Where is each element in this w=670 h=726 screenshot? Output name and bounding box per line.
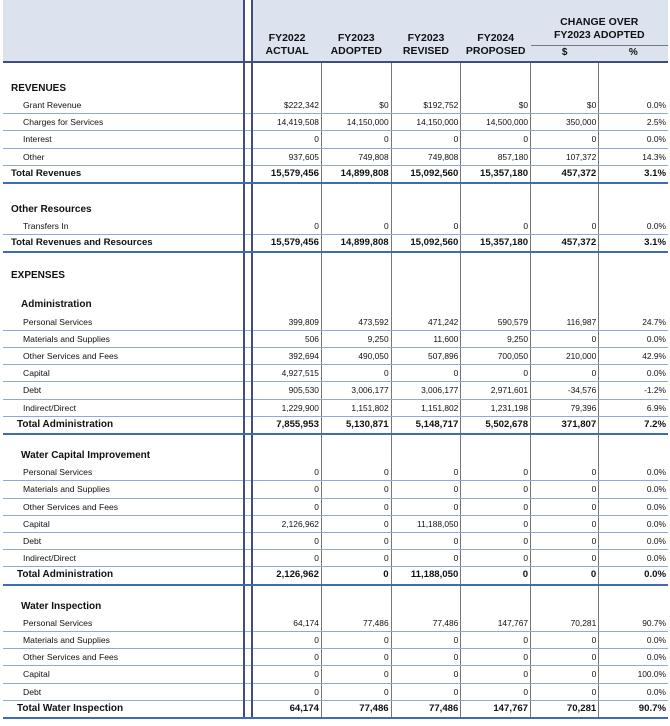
value-cell: 3,006,177 [391,382,461,399]
value-cell: 0 [531,498,599,515]
col-header-fy2022-actual: FY2022 ACTUAL [252,0,322,62]
percent-cell: 0.0% [599,218,668,235]
row-label: Capital [3,515,244,532]
section-header [3,297,668,313]
value-cell: 857,180 [461,148,531,165]
col-header-fy2023-adopted: FY2023 ADOPTED [321,0,391,62]
percent-cell: 0.0% [599,464,668,481]
value-cell: 0 [321,365,391,382]
col-header-percent: % [599,45,668,62]
section-header [3,448,668,464]
table-row [3,365,668,382]
value-cell: 70,281 [531,700,599,718]
row-label: Other Services and Fees [3,649,244,666]
total-row [3,700,668,718]
value-cell: 0 [321,218,391,235]
value-cell: 0 [391,533,461,550]
value-cell: 2,126,962 [252,515,322,532]
percent-cell: 42.9% [599,348,668,365]
table-row [3,515,668,532]
row-label: Capital [3,666,244,683]
percent-cell: 0.0% [599,550,668,567]
row-label: Total Revenues and Resources [3,235,244,253]
row-label: Total Revenues [3,165,244,183]
value-cell: 0 [391,550,461,567]
section-title: Water Inspection [21,600,102,612]
value-cell: 0 [391,683,461,700]
percent-cell: 3.1% [599,165,668,183]
row-label: Interest [3,131,244,148]
value-cell: 0 [321,567,391,585]
value-cell: 0 [461,683,531,700]
percent-cell: 0.0% [599,649,668,666]
percent-cell: 90.7% [599,615,668,632]
row-label: Debt [3,533,244,550]
value-cell: 0 [321,666,391,683]
value-cell: 0 [252,632,322,649]
row-label: Materials and Supplies [3,330,244,347]
value-cell: 1,151,802 [391,399,461,416]
percent-cell: 0.0% [599,498,668,515]
row-label: Personal Services [3,314,244,331]
value-cell: 0 [391,666,461,683]
row-label: Total Water Inspection [3,700,244,718]
value-cell: 0 [252,649,322,666]
value-cell: 0 [252,683,322,700]
value-cell: 0 [252,550,322,567]
value-cell: $0 [531,97,599,114]
row-label: Personal Services [3,464,244,481]
value-cell: 749,808 [391,148,461,165]
value-cell: 14,899,808 [321,165,391,183]
value-cell: 15,092,560 [391,235,461,253]
value-cell: 0 [461,498,531,515]
value-cell: 371,807 [531,416,599,434]
value-cell: 79,396 [531,399,599,416]
col-header-dollar: $ [531,45,599,62]
value-cell: 590,579 [461,314,531,331]
value-cell: 937,605 [252,148,322,165]
value-cell: 15,357,180 [461,235,531,253]
percent-cell: 0.0% [599,533,668,550]
table-row [3,314,668,331]
value-cell: 147,767 [461,700,531,718]
table-row [3,114,668,131]
value-cell: 473,592 [321,314,391,331]
value-cell: 0 [461,131,531,148]
value-cell: 5,148,717 [391,416,461,434]
percent-cell: 0.0% [599,330,668,347]
value-cell: 14,899,808 [321,235,391,253]
value-cell: 14,150,000 [391,114,461,131]
percent-cell: 14.3% [599,148,668,165]
row-label: Other Services and Fees [3,348,244,365]
row-label: Capital [3,365,244,382]
total-row [3,235,668,253]
value-cell: 0 [391,649,461,666]
value-cell: 0 [531,365,599,382]
value-cell: 0 [321,515,391,532]
table-row [3,649,668,666]
value-cell: 70,281 [531,615,599,632]
value-cell: 0 [461,515,531,532]
section-title: Administration [21,299,92,311]
value-cell: 9,250 [461,330,531,347]
value-cell: 0 [252,131,322,148]
percent-cell: 0.0% [599,632,668,649]
value-cell: 0 [391,365,461,382]
value-cell: 14,419,508 [252,114,322,131]
value-cell: 11,188,050 [391,567,461,585]
row-label: Charges for Services [3,114,244,131]
percent-cell: 24.7% [599,314,668,331]
value-cell: 0 [531,330,599,347]
value-cell: 0 [321,649,391,666]
value-cell: 0 [461,567,531,585]
value-cell: 350,000 [531,114,599,131]
value-cell: 0 [531,666,599,683]
table-row [3,533,668,550]
value-cell: $222,342 [252,97,322,114]
value-cell: 11,188,050 [391,515,461,532]
value-cell: 1,151,802 [321,399,391,416]
percent-cell: 2.5% [599,114,668,131]
value-cell: 147,767 [461,615,531,632]
value-cell: $0 [321,97,391,114]
value-cell: 399,809 [252,314,322,331]
value-cell: 457,372 [531,165,599,183]
value-cell: 0 [461,464,531,481]
value-cell: 0 [391,464,461,481]
value-cell: 4,927,515 [252,365,322,382]
value-cell: 0 [531,131,599,148]
value-cell: 0 [531,567,599,585]
value-cell: 0 [461,550,531,567]
total-row [3,416,668,434]
row-label: Grant Revenue [3,97,244,114]
value-cell: 3,006,177 [321,382,391,399]
row-label: Transfers In [3,218,244,235]
col-header-change: CHANGE OVER FY2023 ADOPTED [531,0,668,45]
value-cell: 9,250 [321,330,391,347]
percent-cell: 0.0% [599,481,668,498]
table-row [3,131,668,148]
value-cell: 0 [461,649,531,666]
spacer-row [3,284,668,297]
value-cell: 0 [391,481,461,498]
percent-cell: -1.2% [599,382,668,399]
table-row [3,632,668,649]
total-row [3,567,668,585]
value-cell: 0 [531,515,599,532]
percent-cell: 0.0% [599,365,668,382]
value-cell: 749,808 [321,148,391,165]
value-cell: 5,130,871 [321,416,391,434]
header-label-cell [3,0,244,62]
value-cell: 0 [321,131,391,148]
percent-cell: 0.0% [599,515,668,532]
section-header [3,79,668,97]
section-title: REVENUES [11,82,67,94]
value-cell: 700,050 [461,348,531,365]
value-cell: 15,357,180 [461,165,531,183]
section-title: EXPENSES [11,270,65,282]
value-cell: 0 [391,131,461,148]
value-cell: 64,174 [252,700,322,718]
table-row [3,399,668,416]
table-row [3,666,668,683]
value-cell: 0 [252,218,322,235]
value-cell: 0 [391,632,461,649]
percent-cell: 3.1% [599,235,668,253]
value-cell: 0 [461,218,531,235]
percent-cell: 0.0% [599,97,668,114]
value-cell: 0 [321,683,391,700]
value-cell: 0 [461,533,531,550]
value-cell: -34,576 [531,382,599,399]
value-cell: 0 [321,632,391,649]
row-label: Materials and Supplies [3,481,244,498]
value-cell: 7,855,953 [252,416,322,434]
value-cell: 116,987 [531,314,599,331]
value-cell: 0 [391,218,461,235]
value-cell: 392,694 [252,348,322,365]
table-row [3,348,668,365]
value-cell: 490,050 [321,348,391,365]
row-label: Indirect/Direct [3,399,244,416]
value-cell: 0 [461,365,531,382]
value-cell: 0 [531,464,599,481]
value-cell: 77,486 [321,700,391,718]
row-label: Debt [3,382,244,399]
value-cell: 1,231,198 [461,399,531,416]
value-cell: 11,600 [391,330,461,347]
value-cell: 0 [461,632,531,649]
header-row [3,0,668,45]
value-cell: 64,174 [252,615,322,632]
value-cell: 210,000 [531,348,599,365]
section-title: Other Resources [11,203,92,215]
percent-cell: 0.0% [599,683,668,700]
table-row [3,148,668,165]
table-row [3,464,668,481]
value-cell: $192,752 [391,97,461,114]
value-cell: 107,372 [531,148,599,165]
value-cell: 0 [531,632,599,649]
section-header [3,599,668,615]
value-cell: 77,486 [391,700,461,718]
value-cell: 507,896 [391,348,461,365]
table-row [3,481,668,498]
value-cell: 15,092,560 [391,165,461,183]
value-cell: 506 [252,330,322,347]
value-cell: 15,579,456 [252,165,322,183]
value-cell: 2,126,962 [252,567,322,585]
value-cell: 0 [461,481,531,498]
table-row [3,218,668,235]
table-row [3,615,668,632]
section-title: Water Capital Improvement [21,450,151,462]
value-cell: $0 [461,97,531,114]
value-cell: 77,486 [391,615,461,632]
row-label: Personal Services [3,615,244,632]
value-cell: 0 [531,533,599,550]
total-row [3,165,668,183]
percent-cell: 90.7% [599,700,668,718]
row-label: Total Administration [3,416,244,434]
value-cell: 0 [531,649,599,666]
section-header [3,200,668,218]
col-header-fy2023-revised: FY2023 REVISED [391,0,461,62]
row-label: Total Administration [3,567,244,585]
value-cell: 0 [321,498,391,515]
value-cell: 0 [531,550,599,567]
col-header-fy2024-proposed: FY2024 PROPOSED [461,0,531,62]
row-label: Other Services and Fees [3,498,244,515]
table-row [3,550,668,567]
percent-cell: 0.0% [599,131,668,148]
value-cell: 0 [321,550,391,567]
table-row [3,683,668,700]
table-row [3,97,668,114]
value-cell: 0 [531,683,599,700]
percent-cell: 100.0% [599,666,668,683]
value-cell: 14,150,000 [321,114,391,131]
value-cell: 0 [321,481,391,498]
value-cell: 0 [321,464,391,481]
value-cell: 1,229,900 [252,399,322,416]
value-cell: 0 [461,666,531,683]
row-label: Indirect/Direct [3,550,244,567]
percent-cell: 0.0% [599,567,668,585]
spacer-row [3,585,668,599]
percent-cell: 6.9% [599,399,668,416]
value-cell: 905,530 [252,382,322,399]
table-row [3,330,668,347]
value-cell: 0 [321,533,391,550]
budget-table [3,0,668,719]
table-row [3,498,668,515]
percent-cell: 7.2% [599,416,668,434]
table-row [3,382,668,399]
value-cell: 457,372 [531,235,599,253]
value-cell: 2,971,601 [461,382,531,399]
row-label: Debt [3,683,244,700]
value-cell: 0 [252,498,322,515]
value-cell: 0 [252,464,322,481]
value-cell: 0 [531,218,599,235]
spacer-row [3,62,668,79]
spacer-row [3,252,668,266]
value-cell: 0 [252,533,322,550]
spacer-row [3,434,668,448]
value-cell: 14,500,000 [461,114,531,131]
value-cell: 5,502,678 [461,416,531,434]
value-cell: 0 [252,666,322,683]
value-cell: 471,242 [391,314,461,331]
value-cell: 15,579,456 [252,235,322,253]
value-cell: 77,486 [321,615,391,632]
value-cell: 0 [531,481,599,498]
section-header [3,266,668,284]
row-label: Other [3,148,244,165]
value-cell: 0 [391,498,461,515]
value-cell: 0 [252,481,322,498]
row-label: Materials and Supplies [3,632,244,649]
spacer-row [3,183,668,200]
